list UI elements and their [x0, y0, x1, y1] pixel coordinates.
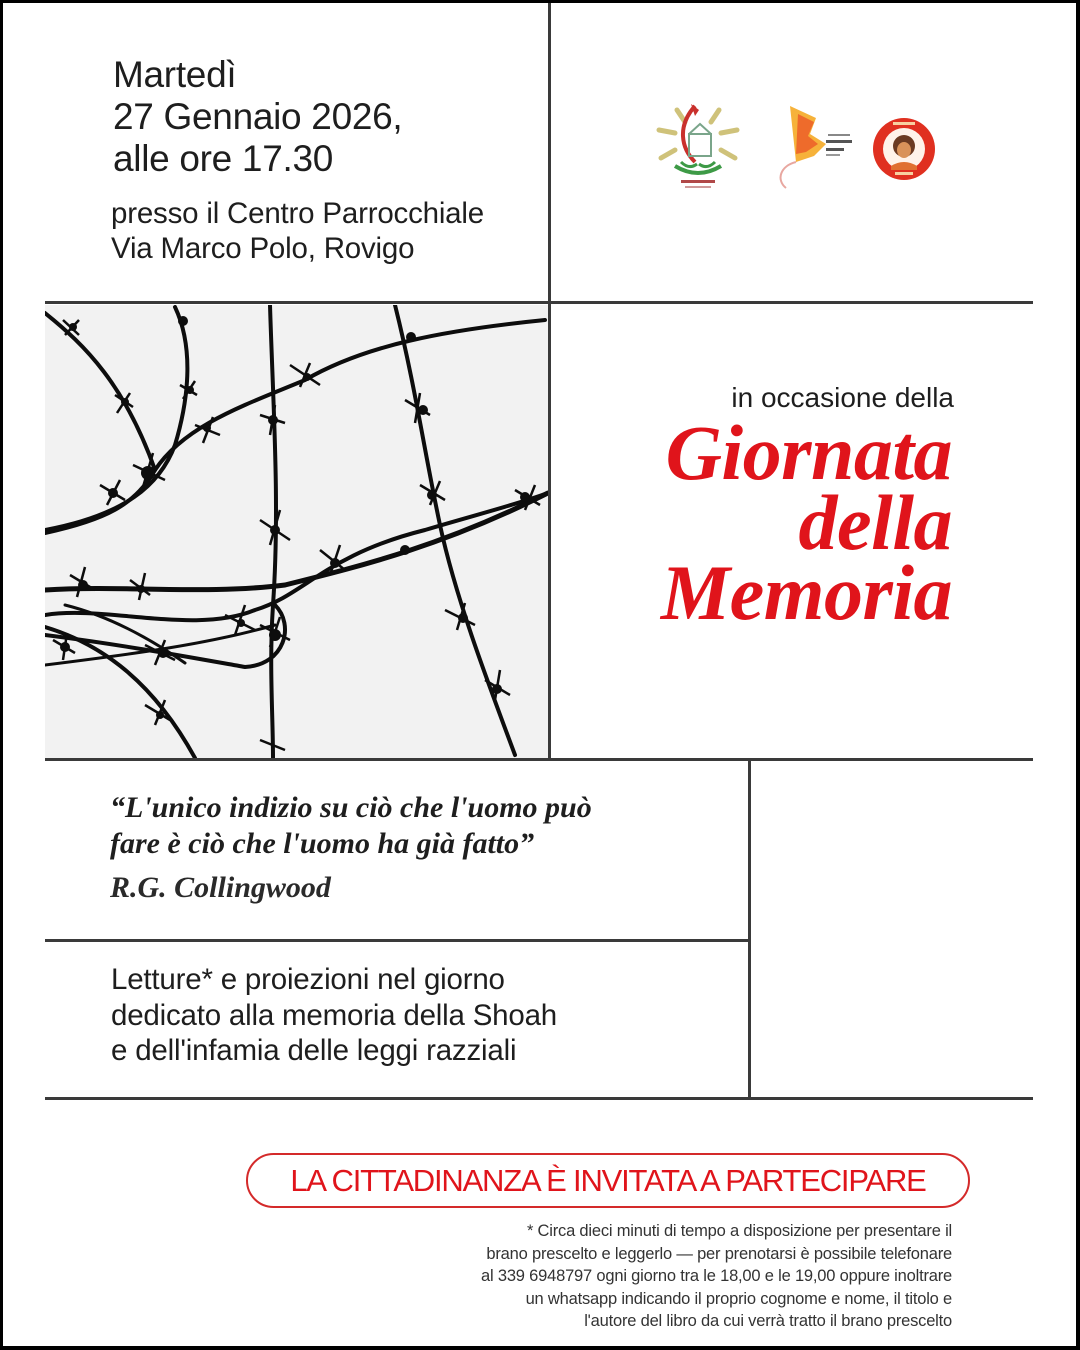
- grid-line-horizontal-1: [45, 301, 1033, 304]
- quote-line-1: “L'unico indizio su ciò che l'uomo può: [110, 791, 592, 824]
- grid-line-vertical-top: [548, 0, 551, 760]
- circular-portrait-logo-icon: [871, 116, 937, 182]
- grid-line-vertical-bottom: [748, 758, 751, 1100]
- barbed-wire-photo: [45, 305, 548, 758]
- event-date-full: 27 Gennaio 2026,: [113, 96, 403, 137]
- invitation-banner: LA CITTADINANZA È INVITATA A PARTECIPARE: [246, 1153, 970, 1208]
- event-date: [113, 54, 402, 180]
- occasion-text: in occasione della: [731, 382, 954, 413]
- event-venue: [111, 196, 484, 266]
- quote-author: R.G. Collingwood: [110, 871, 331, 904]
- footnote-line-4: un whatsapp indicando il proprio cognome e nome, il titolo e: [525, 1289, 952, 1308]
- giovanni-scola-logo-icon: [768, 104, 858, 190]
- quote: [110, 790, 592, 906]
- event-day: Martedì: [113, 54, 237, 95]
- grid-line-horizontal-2: [45, 758, 1033, 761]
- event-description: [111, 962, 557, 1069]
- title-line-1: Giornata: [665, 409, 952, 496]
- sponsor-logos: [655, 100, 955, 195]
- footnote-line-5: l'autore del libro da cui verrà tratto il brano prescelto: [584, 1312, 952, 1330]
- description-line-2: dedicato alla memoria della Shoah: [111, 998, 558, 1032]
- event-title: [660, 409, 952, 636]
- description-line-3: e dell'infamia delle leggi razziali: [111, 1034, 517, 1067]
- footnote-line-1: * Circa dieci minuti di tempo a disposizione per presentare il: [526, 1222, 952, 1240]
- venue-address: Via Marco Polo, Rovigo: [111, 232, 415, 265]
- event-time: alle ore 17.30: [113, 138, 334, 179]
- description-line-1: Letture* e proiezioni nel giorno: [111, 963, 505, 996]
- footnote: [481, 1220, 952, 1333]
- barbed-wire-image: [45, 305, 548, 758]
- venue-name: presso il Centro Parrocchiale: [111, 197, 484, 230]
- quote-line-2: fare è ciò che l'uomo ha già fatto”: [110, 827, 535, 860]
- grid-line-horizontal-3: [45, 939, 750, 942]
- grid-line-horizontal-4: [45, 1097, 1033, 1100]
- footnote-line-2: brano prescelto e leggerlo — per prenotarsi è possibile telefonare: [486, 1244, 952, 1263]
- title-line-3: Memoria: [660, 549, 952, 636]
- parish-logo-icon: [655, 100, 741, 192]
- title-line-2: della: [798, 479, 952, 566]
- footnote-line-3: al 339 6948797 ogni giorno tra le 18,00 e le 19,00 oppure inoltrare: [481, 1267, 952, 1285]
